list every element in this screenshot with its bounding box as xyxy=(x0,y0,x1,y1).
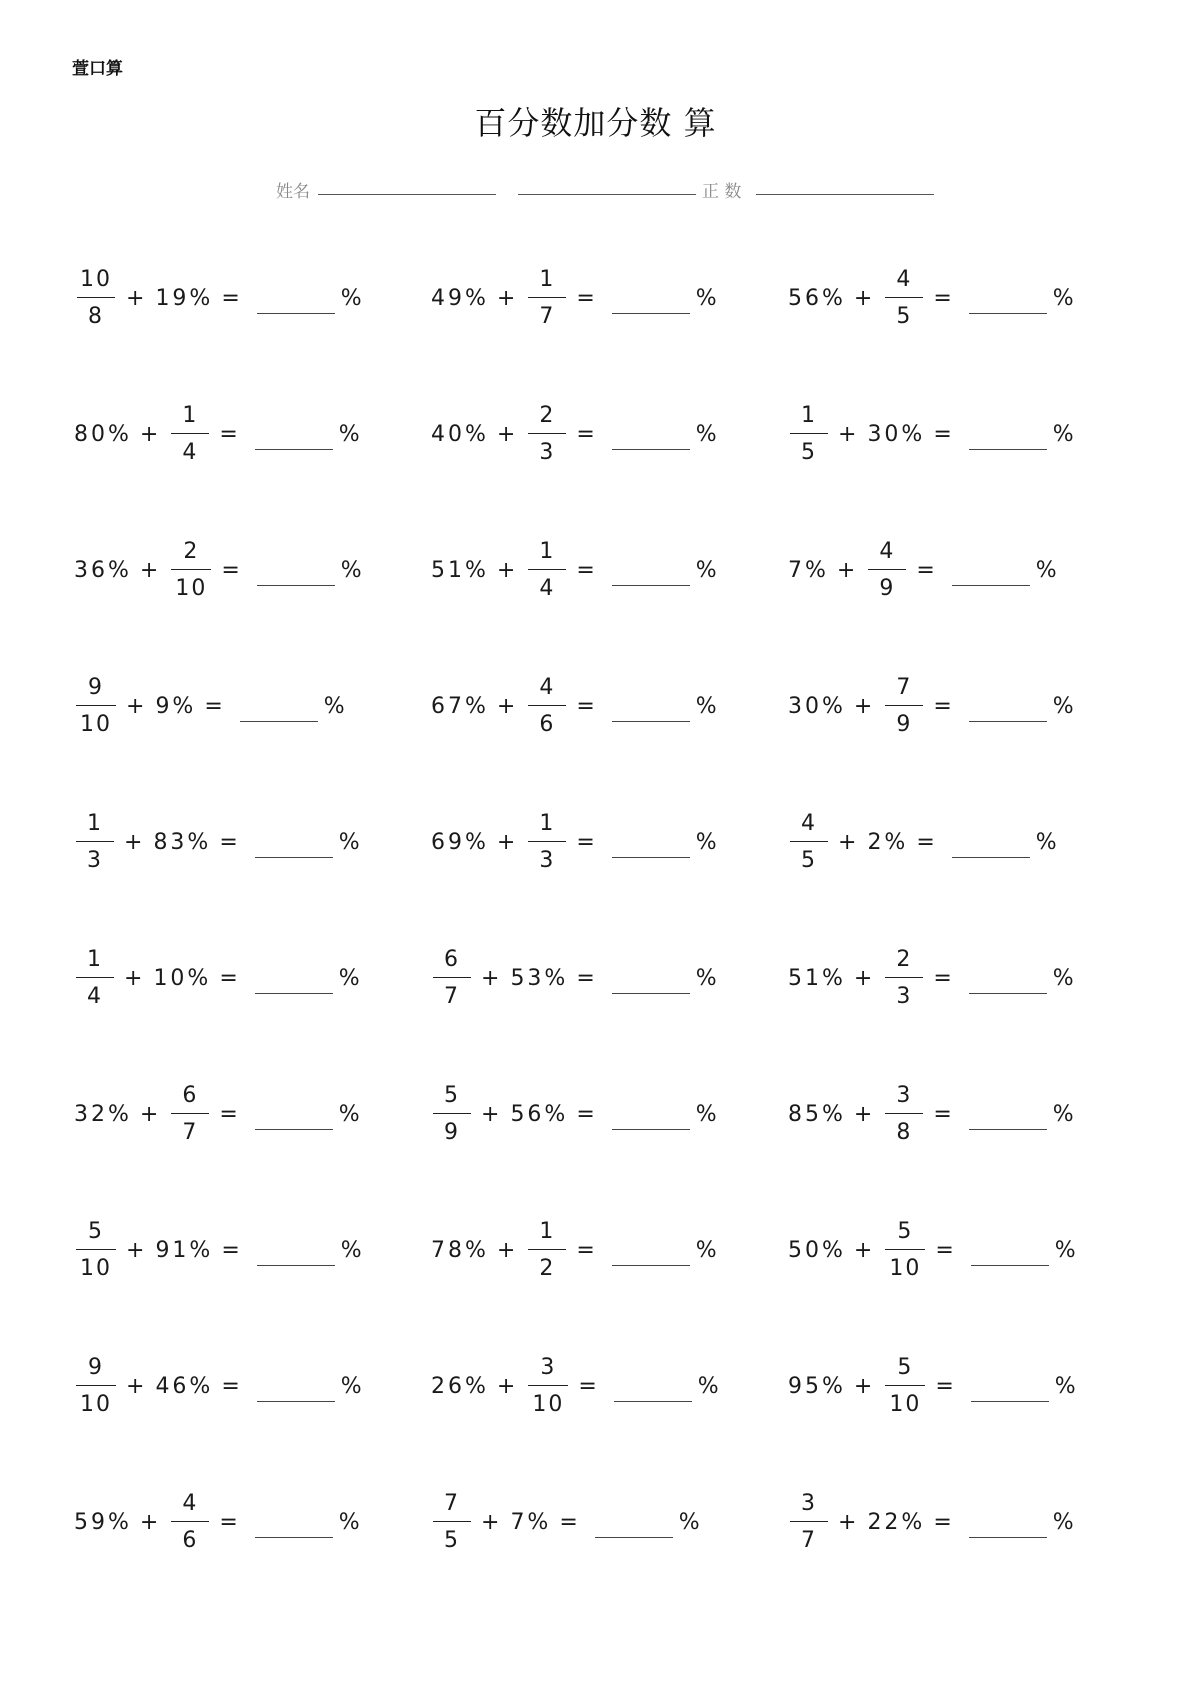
percent-term: 95% xyxy=(788,1373,846,1399)
problem xyxy=(427,1210,724,1290)
percent-sign: % xyxy=(340,557,365,583)
plus-sign: + xyxy=(853,693,876,719)
percent-sign: % xyxy=(340,285,365,311)
percent-sign: % xyxy=(1052,693,1077,719)
percent-sign: % xyxy=(695,1101,720,1127)
fraction xyxy=(528,810,566,873)
percent-term: 53% xyxy=(510,965,569,991)
answer-blank[interactable] xyxy=(257,1379,335,1402)
fraction-denominator: 7 xyxy=(171,1113,209,1144)
equals-sign: = xyxy=(935,1237,957,1263)
fraction-numerator: 3 xyxy=(801,1490,817,1516)
fraction xyxy=(885,674,923,737)
equals-sign: = xyxy=(933,285,955,311)
equals-sign: = xyxy=(933,965,955,991)
percent-term: 22% xyxy=(867,1509,926,1535)
fraction-numerator: 4 xyxy=(896,266,913,292)
answer-blank[interactable] xyxy=(255,835,333,858)
answer-blank[interactable] xyxy=(612,291,690,314)
fraction-denominator: 3 xyxy=(885,977,923,1008)
answer-blank[interactable] xyxy=(969,291,1047,314)
fraction-denominator: 6 xyxy=(528,705,566,736)
fraction-denominator: 10 xyxy=(885,1385,925,1416)
equals-sign: = xyxy=(933,421,955,447)
fraction-denominator: 10 xyxy=(76,1249,116,1280)
fraction-numerator: 1 xyxy=(539,810,556,836)
percent-sign: % xyxy=(340,1237,365,1263)
answer-blank[interactable] xyxy=(612,971,690,994)
equals-sign: = xyxy=(219,1101,241,1127)
fraction-denominator: 10 xyxy=(76,1385,116,1416)
problem xyxy=(70,258,369,338)
fraction-denominator: 7 xyxy=(790,1521,828,1552)
percent-term: 49% xyxy=(431,285,489,311)
answer-blank[interactable] xyxy=(612,563,690,586)
header-label: 萱口算 xyxy=(72,59,123,79)
percent-sign: % xyxy=(323,693,348,719)
answer-blank[interactable] xyxy=(969,1107,1047,1130)
fraction xyxy=(885,1354,925,1417)
equals-sign: = xyxy=(576,1101,598,1127)
fraction-denominator: 2 xyxy=(528,1249,566,1280)
fraction-denominator: 5 xyxy=(790,433,828,464)
plus-sign: + xyxy=(853,285,876,311)
percent-term: 56% xyxy=(788,285,846,311)
problem xyxy=(70,666,352,746)
plus-sign: + xyxy=(496,1373,519,1399)
equals-sign: = xyxy=(219,829,241,855)
problem xyxy=(784,666,1081,746)
fraction-denominator: 3 xyxy=(76,841,114,872)
fraction-denominator: 9 xyxy=(868,569,906,600)
equals-sign: = xyxy=(576,829,598,855)
percent-sign: % xyxy=(338,421,363,447)
percent-term: 50% xyxy=(788,1237,846,1263)
equals-sign: = xyxy=(576,1237,598,1263)
percent-term: 26% xyxy=(431,1373,489,1399)
fraction-numerator: 1 xyxy=(87,946,103,972)
plus-sign: + xyxy=(139,1101,162,1127)
problem xyxy=(70,938,367,1018)
plus-sign: + xyxy=(126,285,148,311)
fraction xyxy=(790,1490,828,1553)
percent-sign: % xyxy=(1054,1373,1079,1399)
page-title: 百分数加分数 算 xyxy=(474,104,717,142)
fraction-numerator: 7 xyxy=(444,1490,460,1516)
plus-sign: + xyxy=(496,1237,519,1263)
equals-sign: = xyxy=(916,557,938,583)
percent-term: 51% xyxy=(788,965,846,991)
fraction-numerator: 4 xyxy=(801,810,817,836)
fraction xyxy=(76,674,116,737)
problem xyxy=(427,666,724,746)
equals-sign: = xyxy=(219,421,241,447)
fraction xyxy=(885,946,923,1009)
answer-blank[interactable] xyxy=(255,1107,333,1130)
percent-sign: % xyxy=(678,1509,703,1535)
percent-sign: % xyxy=(1035,557,1060,583)
equals-sign: = xyxy=(559,1509,581,1535)
fraction-numerator: 1 xyxy=(182,402,199,428)
fraction xyxy=(171,1490,209,1553)
percent-sign: % xyxy=(340,1373,365,1399)
fraction-denominator: 5 xyxy=(885,297,923,328)
percent-term: 2% xyxy=(867,829,909,855)
answer-blank[interactable] xyxy=(952,835,1030,858)
answer-blank[interactable] xyxy=(255,427,333,450)
equals-sign: = xyxy=(221,557,243,583)
problem xyxy=(70,1210,369,1290)
equals-sign: = xyxy=(576,965,598,991)
fraction-numerator: 5 xyxy=(444,1082,460,1108)
fraction xyxy=(433,946,471,1009)
fraction-numerator: 9 xyxy=(88,674,104,700)
plus-sign: + xyxy=(139,421,162,447)
percent-sign: % xyxy=(1054,1237,1079,1263)
fraction-numerator: 2 xyxy=(183,538,200,564)
problem xyxy=(784,938,1081,1018)
problem xyxy=(784,394,1081,474)
percent-sign: % xyxy=(338,965,363,991)
percent-sign: % xyxy=(338,1509,363,1535)
answer-blank[interactable] xyxy=(257,291,335,314)
fraction xyxy=(528,674,566,737)
percent-term: 9% xyxy=(155,693,197,719)
problem xyxy=(427,1346,726,1426)
plus-sign: + xyxy=(496,557,519,583)
fraction-numerator: 5 xyxy=(88,1218,104,1244)
fraction-numerator: 2 xyxy=(896,946,913,972)
percent-sign: % xyxy=(1052,285,1077,311)
plus-sign: + xyxy=(496,693,519,719)
fraction-numerator: 6 xyxy=(444,946,460,972)
problem xyxy=(70,394,367,474)
equals-sign: = xyxy=(204,693,226,719)
fraction-numerator: 10 xyxy=(80,266,112,292)
fraction xyxy=(528,266,566,329)
percent-sign: % xyxy=(1052,1509,1077,1535)
fraction-denominator: 3 xyxy=(528,433,566,464)
fraction-denominator: 5 xyxy=(433,1521,471,1552)
percent-sign: % xyxy=(695,965,720,991)
problem xyxy=(70,1346,369,1426)
plus-sign: + xyxy=(496,285,519,311)
fraction-denominator: 6 xyxy=(171,1521,209,1552)
equals-sign: = xyxy=(933,1101,955,1127)
percent-term: 78% xyxy=(431,1237,489,1263)
percent-term: 51% xyxy=(431,557,489,583)
fraction xyxy=(790,810,828,873)
equals-sign: = xyxy=(576,557,598,583)
answer-blank[interactable] xyxy=(595,1515,673,1538)
problem xyxy=(427,258,724,338)
answer-blank[interactable] xyxy=(255,971,333,994)
answer-blank[interactable] xyxy=(971,1243,1049,1266)
percent-term: 59% xyxy=(74,1509,132,1535)
plus-sign: + xyxy=(853,965,876,991)
fraction-numerator: 2 xyxy=(539,402,556,428)
percent-term: 83% xyxy=(153,829,212,855)
plus-sign: + xyxy=(126,1373,148,1399)
equals-sign: = xyxy=(933,693,955,719)
fraction xyxy=(171,538,211,601)
percent-term: 91% xyxy=(155,1237,214,1263)
problem xyxy=(784,1210,1083,1290)
plus-sign: + xyxy=(836,557,859,583)
problem xyxy=(427,938,724,1018)
fraction xyxy=(528,1354,568,1417)
answer-blank[interactable] xyxy=(612,1107,690,1130)
percent-sign: % xyxy=(1052,421,1077,447)
fraction-numerator: 1 xyxy=(801,402,817,428)
answer-blank[interactable] xyxy=(612,699,690,722)
fraction-denominator: 3 xyxy=(528,841,566,872)
answer-blank[interactable] xyxy=(969,699,1047,722)
fraction xyxy=(433,1082,471,1145)
problem xyxy=(784,1482,1081,1562)
percent-sign: % xyxy=(338,829,363,855)
fraction-numerator: 1 xyxy=(539,538,556,564)
plus-sign: + xyxy=(853,1101,876,1127)
problem xyxy=(427,1482,707,1562)
answer-blank[interactable] xyxy=(257,563,335,586)
percent-sign: % xyxy=(695,693,720,719)
fraction xyxy=(76,810,114,873)
equals-sign: = xyxy=(576,693,598,719)
problem xyxy=(427,1074,724,1154)
problem xyxy=(70,530,369,610)
fraction-denominator: 10 xyxy=(171,569,211,600)
problem xyxy=(70,802,367,882)
fraction-numerator: 3 xyxy=(540,1354,557,1380)
percent-term: 40% xyxy=(431,421,489,447)
problem xyxy=(427,394,724,474)
answer-blank[interactable] xyxy=(969,971,1047,994)
equals-sign: = xyxy=(221,285,243,311)
problem xyxy=(427,802,724,882)
plus-sign: + xyxy=(481,1509,503,1535)
equals-sign: = xyxy=(221,1237,243,1263)
plus-sign: + xyxy=(126,693,148,719)
percent-term: 7% xyxy=(788,557,829,583)
fraction xyxy=(790,402,828,465)
fraction-numerator: 4 xyxy=(879,538,896,564)
percent-sign: % xyxy=(1035,829,1060,855)
fraction-denominator: 9 xyxy=(885,705,923,736)
fraction-denominator: 4 xyxy=(76,977,114,1008)
answer-blank[interactable] xyxy=(614,1379,692,1402)
percent-term: 36% xyxy=(74,557,132,583)
fraction-denominator: 10 xyxy=(528,1385,568,1416)
fraction xyxy=(528,402,566,465)
plus-sign: + xyxy=(126,1237,148,1263)
problem xyxy=(70,1482,367,1562)
plus-sign: + xyxy=(139,557,162,583)
fraction-numerator: 4 xyxy=(539,674,556,700)
percent-sign: % xyxy=(695,285,720,311)
equals-sign: = xyxy=(221,1373,243,1399)
answer-blank[interactable] xyxy=(952,563,1030,586)
problem xyxy=(784,1346,1083,1426)
fraction-numerator: 1 xyxy=(539,266,556,292)
fraction xyxy=(528,538,566,601)
problem xyxy=(70,1074,367,1154)
fraction xyxy=(76,1354,116,1417)
problem xyxy=(784,1074,1081,1154)
problem xyxy=(784,530,1064,610)
plus-sign: + xyxy=(139,1509,162,1535)
answer-blank[interactable] xyxy=(257,1243,335,1266)
answer-blank[interactable] xyxy=(255,1515,333,1538)
answer-blank[interactable] xyxy=(969,427,1047,450)
fraction xyxy=(885,1082,923,1145)
equals-sign: = xyxy=(578,1373,600,1399)
plus-sign: + xyxy=(496,829,519,855)
fraction-denominator: 4 xyxy=(171,433,209,464)
fraction-denominator: 4 xyxy=(528,569,566,600)
answer-blank[interactable] xyxy=(240,699,318,722)
fraction xyxy=(76,266,116,329)
percent-term: 10% xyxy=(153,965,212,991)
percent-term: 69% xyxy=(431,829,489,855)
percent-sign: % xyxy=(1052,1101,1077,1127)
plus-sign: + xyxy=(853,1373,876,1399)
equals-sign: = xyxy=(219,1509,241,1535)
score-label: 正 数 xyxy=(702,182,742,202)
plus-sign: + xyxy=(838,1509,860,1535)
percent-term: 32% xyxy=(74,1101,132,1127)
percent-term: 80% xyxy=(74,421,132,447)
equals-sign: = xyxy=(576,421,598,447)
plus-sign: + xyxy=(481,965,503,991)
percent-term: 30% xyxy=(867,421,926,447)
percent-sign: % xyxy=(695,1237,720,1263)
percent-sign: % xyxy=(695,829,720,855)
percent-term: 85% xyxy=(788,1101,846,1127)
percent-term: 67% xyxy=(431,693,489,719)
answer-blank[interactable] xyxy=(971,1379,1049,1402)
fraction xyxy=(433,1490,471,1553)
equals-sign: = xyxy=(935,1373,957,1399)
percent-sign: % xyxy=(338,1101,363,1127)
fraction-numerator: 1 xyxy=(87,810,103,836)
fraction-numerator: 9 xyxy=(88,1354,104,1380)
answer-blank[interactable] xyxy=(612,835,690,858)
fraction xyxy=(76,946,114,1009)
percent-sign: % xyxy=(697,1373,722,1399)
name-label: 姓名 xyxy=(276,182,310,202)
equals-sign: = xyxy=(219,965,241,991)
fraction xyxy=(885,1218,925,1281)
fraction xyxy=(171,1082,209,1145)
fraction xyxy=(868,538,906,601)
percent-term: 46% xyxy=(155,1373,214,1399)
plus-sign: + xyxy=(838,829,860,855)
fraction-denominator: 9 xyxy=(433,1113,471,1144)
fraction-numerator: 4 xyxy=(182,1490,199,1516)
fraction-numerator: 7 xyxy=(896,674,913,700)
plus-sign: + xyxy=(481,1101,503,1127)
fraction-numerator: 3 xyxy=(896,1082,913,1108)
equals-sign: = xyxy=(933,1509,955,1535)
fraction-numerator: 5 xyxy=(897,1354,914,1380)
fraction-denominator: 8 xyxy=(885,1113,923,1144)
fraction-numerator: 6 xyxy=(182,1082,199,1108)
fraction-denominator: 10 xyxy=(885,1249,925,1280)
percent-sign: % xyxy=(695,557,720,583)
percent-term: 30% xyxy=(788,693,846,719)
answer-blank[interactable] xyxy=(969,1515,1047,1538)
answer-blank[interactable] xyxy=(612,1243,690,1266)
fraction-numerator: 5 xyxy=(897,1218,914,1244)
answer-blank[interactable] xyxy=(612,427,690,450)
plus-sign: + xyxy=(124,829,146,855)
percent-term: 7% xyxy=(510,1509,552,1535)
fraction xyxy=(171,402,209,465)
problem xyxy=(784,802,1064,882)
problem xyxy=(427,530,724,610)
percent-sign: % xyxy=(1052,965,1077,991)
fraction-numerator: 1 xyxy=(539,1218,556,1244)
plus-sign: + xyxy=(124,965,146,991)
fraction xyxy=(885,266,923,329)
problem xyxy=(784,258,1081,338)
plus-sign: + xyxy=(853,1237,876,1263)
fraction xyxy=(76,1218,116,1281)
fraction-denominator: 8 xyxy=(77,297,115,328)
equals-sign: = xyxy=(576,285,598,311)
percent-term: 56% xyxy=(510,1101,569,1127)
plus-sign: + xyxy=(496,421,519,447)
fraction-denominator: 7 xyxy=(528,297,566,328)
equals-sign: = xyxy=(916,829,938,855)
fraction-denominator: 5 xyxy=(790,841,828,872)
fraction-denominator: 10 xyxy=(76,705,116,736)
percent-term: 19% xyxy=(155,285,214,311)
fraction xyxy=(528,1218,566,1281)
plus-sign: + xyxy=(838,421,860,447)
fraction-denominator: 7 xyxy=(433,977,471,1008)
percent-sign: % xyxy=(695,421,720,447)
